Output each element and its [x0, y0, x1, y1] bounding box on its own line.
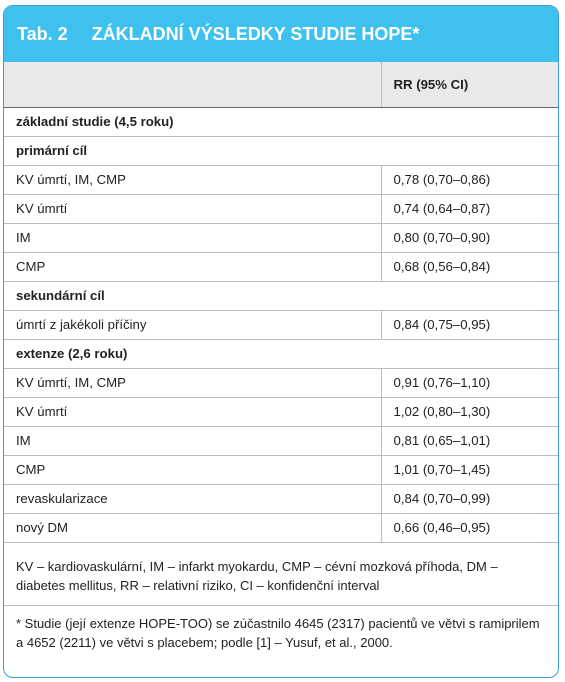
row-rr-value: 0,84 (0,70–0,99): [381, 484, 558, 513]
row-label: CMP: [4, 252, 381, 281]
row-rr-value: 0,68 (0,56–0,84): [381, 252, 558, 281]
footnote: * Studie (její extenze HOPE-TOO) se zúčastnilo 4645 (2317) pacientů ve větvi s ramiprilem a 4652 (2211) ve větvi s placebem; podle [1] – Yusuf, et al., 2000.: [16, 615, 540, 650]
table-notes: [4, 543, 558, 652]
table-row: [4, 310, 558, 339]
row-rr-value: 0,91 (0,76–1,10): [381, 368, 558, 397]
row-rr-value: 0,74 (0,64–0,87): [381, 194, 558, 223]
abbreviations-note: KV – kardiovaskulární, IM – infarkt myokardu, CMP – cévní mozková příhoda, DM – diabetes mellitus, RR – relativní riziko, CI – konfidenční interval: [16, 558, 498, 593]
section-row: [4, 107, 558, 136]
row-rr-value: 0,66 (0,46–0,95): [381, 513, 558, 542]
section-row: [4, 281, 558, 310]
row-rr-value: 1,02 (0,80–1,30): [381, 397, 558, 426]
table-row: [4, 194, 558, 223]
row-label: KV úmrtí, IM, CMP: [4, 165, 381, 194]
table-row: [4, 165, 558, 194]
row-label: KV úmrtí: [4, 194, 381, 223]
row-rr-value: 0,84 (0,75–0,95): [381, 310, 558, 339]
section-label: sekundární cíl: [4, 281, 558, 310]
row-label: CMP: [4, 455, 381, 484]
section-row: [4, 339, 558, 368]
row-label: IM: [4, 426, 381, 455]
table-title-bar: [4, 6, 558, 62]
results-table: [4, 62, 558, 543]
section-label: základní studie (4,5 roku): [4, 107, 558, 136]
table-row: [4, 223, 558, 252]
row-rr-value: 0,80 (0,70–0,90): [381, 223, 558, 252]
table-row: [4, 252, 558, 281]
header-rr-cell: RR (95% CI): [381, 62, 558, 107]
table-row: [4, 368, 558, 397]
section-label: primární cíl: [4, 136, 558, 165]
table-card: [3, 5, 559, 678]
table-row: [4, 455, 558, 484]
table-number: Tab. 2: [17, 23, 68, 44]
table-row: [4, 484, 558, 513]
row-label: nový DM: [4, 513, 381, 542]
section-label: extenze (2,6 roku): [4, 339, 558, 368]
notes-divider: [4, 605, 558, 606]
row-rr-value: 0,78 (0,70–0,86): [381, 165, 558, 194]
row-label: KV úmrtí: [4, 397, 381, 426]
row-label: KV úmrtí, IM, CMP: [4, 368, 381, 397]
row-rr-value: 0,81 (0,65–1,01): [381, 426, 558, 455]
table-title: ZÁKLADNÍ VÝSLEDKY STUDIE HOPE*: [91, 23, 420, 44]
table-header-row: [4, 62, 558, 107]
row-label: úmrtí z jakékoli příčiny: [4, 310, 381, 339]
section-row: [4, 136, 558, 165]
row-rr-value: 1,01 (0,70–1,45): [381, 455, 558, 484]
row-label: revaskularizace: [4, 484, 381, 513]
header-label-cell: [4, 62, 381, 107]
table-row: [4, 397, 558, 426]
row-label: IM: [4, 223, 381, 252]
table-row: [4, 426, 558, 455]
table-row: [4, 513, 558, 542]
